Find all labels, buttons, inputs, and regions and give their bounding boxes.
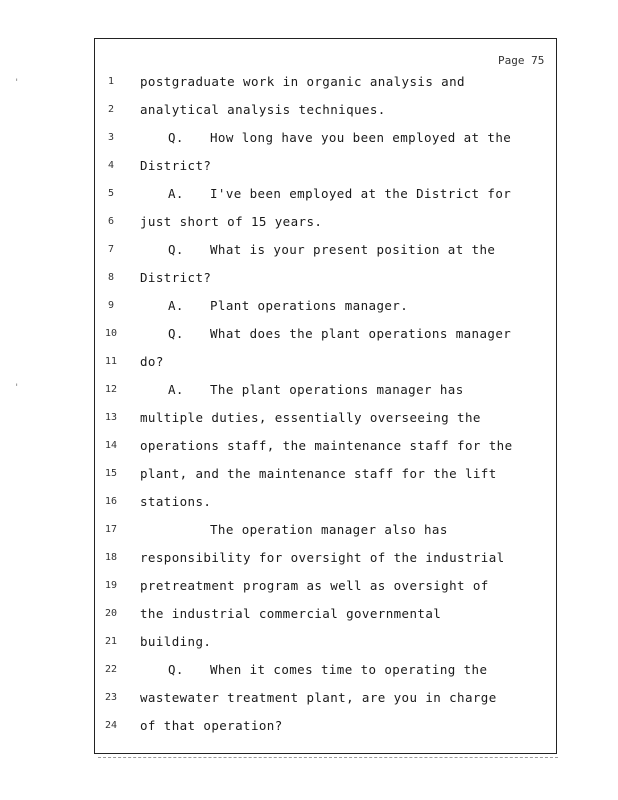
line-number: 19 [104, 580, 118, 591]
page-number-label: Page 75 [498, 54, 545, 67]
transcript-line [0, 158, 618, 178]
line-content: Plant operations manager. [210, 298, 409, 313]
line-number: 3 [107, 132, 115, 143]
line-number: 7 [107, 244, 115, 255]
line-text [140, 718, 283, 733]
transcript-line [0, 494, 618, 514]
line-number: 4 [107, 160, 115, 171]
line-content: District? [140, 158, 212, 173]
transcript-line [0, 718, 618, 738]
line-text [168, 130, 511, 145]
line-text [168, 298, 408, 313]
speaker-label: Q. [168, 242, 184, 257]
line-number: 15 [104, 468, 118, 479]
line-content: The plant operations manager has [210, 382, 464, 397]
speaker-label: A. [168, 382, 184, 397]
line-text [168, 186, 511, 201]
line-content: When it comes time to operating the [210, 662, 488, 677]
speaker-label: Q. [168, 326, 184, 341]
line-content: pretreatment program as well as oversight of [140, 578, 489, 593]
transcript-line [0, 690, 618, 710]
transcript-line [0, 186, 618, 206]
line-text [140, 410, 481, 425]
line-number: 8 [107, 272, 115, 283]
line-content: postgraduate work in organic analysis and [140, 74, 465, 89]
line-number: 21 [104, 636, 118, 647]
line-content: I've been employed at the District for [210, 186, 512, 201]
line-content: How long have you been employed at the [210, 130, 512, 145]
transcript-line [0, 74, 618, 94]
transcript-line [0, 326, 618, 346]
transcript-line [0, 102, 618, 122]
margin-mark: ' [14, 78, 20, 88]
line-number: 2 [107, 104, 115, 115]
line-number: 23 [104, 692, 118, 703]
line-text [168, 382, 464, 397]
line-content: operations staff, the maintenance staff for the [140, 438, 513, 453]
transcript-line [0, 354, 618, 374]
line-text [210, 522, 448, 537]
speaker-label: Q. [168, 130, 184, 145]
line-number: 24 [104, 720, 118, 731]
line-text [168, 242, 495, 257]
speaker-label: A. [168, 186, 184, 201]
line-number: 11 [104, 356, 118, 367]
line-number: 14 [104, 440, 118, 451]
transcript-line [0, 242, 618, 262]
line-text [140, 74, 465, 89]
line-content: The operation manager also has [210, 522, 448, 537]
margin-mark: ' [14, 383, 20, 393]
line-content: building. [140, 634, 212, 649]
line-text [140, 438, 513, 453]
speaker-label: A. [168, 298, 184, 313]
line-number: 1 [107, 76, 115, 87]
line-text [140, 606, 441, 621]
transcript-line [0, 578, 618, 598]
line-text [140, 158, 211, 173]
bottom-scan-line [98, 757, 558, 758]
transcript-line [0, 298, 618, 318]
line-text [140, 102, 386, 117]
transcript-line [0, 382, 618, 402]
line-content: District? [140, 270, 212, 285]
line-number: 20 [104, 608, 118, 619]
line-text [168, 662, 487, 677]
line-content: responsibility for oversight of the industrial [140, 550, 505, 565]
transcript-line [0, 438, 618, 458]
transcript-line [0, 130, 618, 150]
line-content: wastewater treatment plant, are you in charge [140, 690, 497, 705]
line-text [140, 550, 505, 565]
line-number: 10 [104, 328, 118, 339]
line-content: the industrial commercial governmental [140, 606, 442, 621]
line-content: plant, and the maintenance staff for the lift [140, 466, 497, 481]
line-number: 22 [104, 664, 118, 675]
line-number: 17 [104, 524, 118, 535]
line-number: 18 [104, 552, 118, 563]
transcript-line [0, 634, 618, 654]
line-content: What does the plant operations manager [210, 326, 512, 341]
transcript-line [0, 410, 618, 430]
line-text [140, 690, 497, 705]
line-number: 5 [107, 188, 115, 199]
line-text [140, 578, 489, 593]
line-number: 12 [104, 384, 118, 395]
transcript-line [0, 606, 618, 626]
transcript-line [0, 466, 618, 486]
transcript-line [0, 662, 618, 682]
line-number: 6 [107, 216, 115, 227]
line-number: 13 [104, 412, 118, 423]
transcript-line [0, 270, 618, 290]
line-text [140, 354, 164, 369]
transcript-line [0, 214, 618, 234]
line-content: do? [140, 354, 164, 369]
line-content: of that operation? [140, 718, 283, 733]
line-text [140, 214, 322, 229]
line-content: stations. [140, 494, 212, 509]
transcript-line [0, 522, 618, 542]
line-number: 9 [107, 300, 115, 311]
line-content: analytical analysis techniques. [140, 102, 386, 117]
line-text [168, 326, 511, 341]
line-number: 16 [104, 496, 118, 507]
speaker-label: Q. [168, 662, 184, 677]
line-content: What is your present position at the [210, 242, 496, 257]
line-text [140, 466, 497, 481]
line-content: just short of 15 years. [140, 214, 323, 229]
line-text [140, 634, 211, 649]
transcript-line [0, 550, 618, 570]
line-text [140, 494, 211, 509]
line-text [140, 270, 211, 285]
line-content: multiple duties, essentially overseeing the [140, 410, 481, 425]
